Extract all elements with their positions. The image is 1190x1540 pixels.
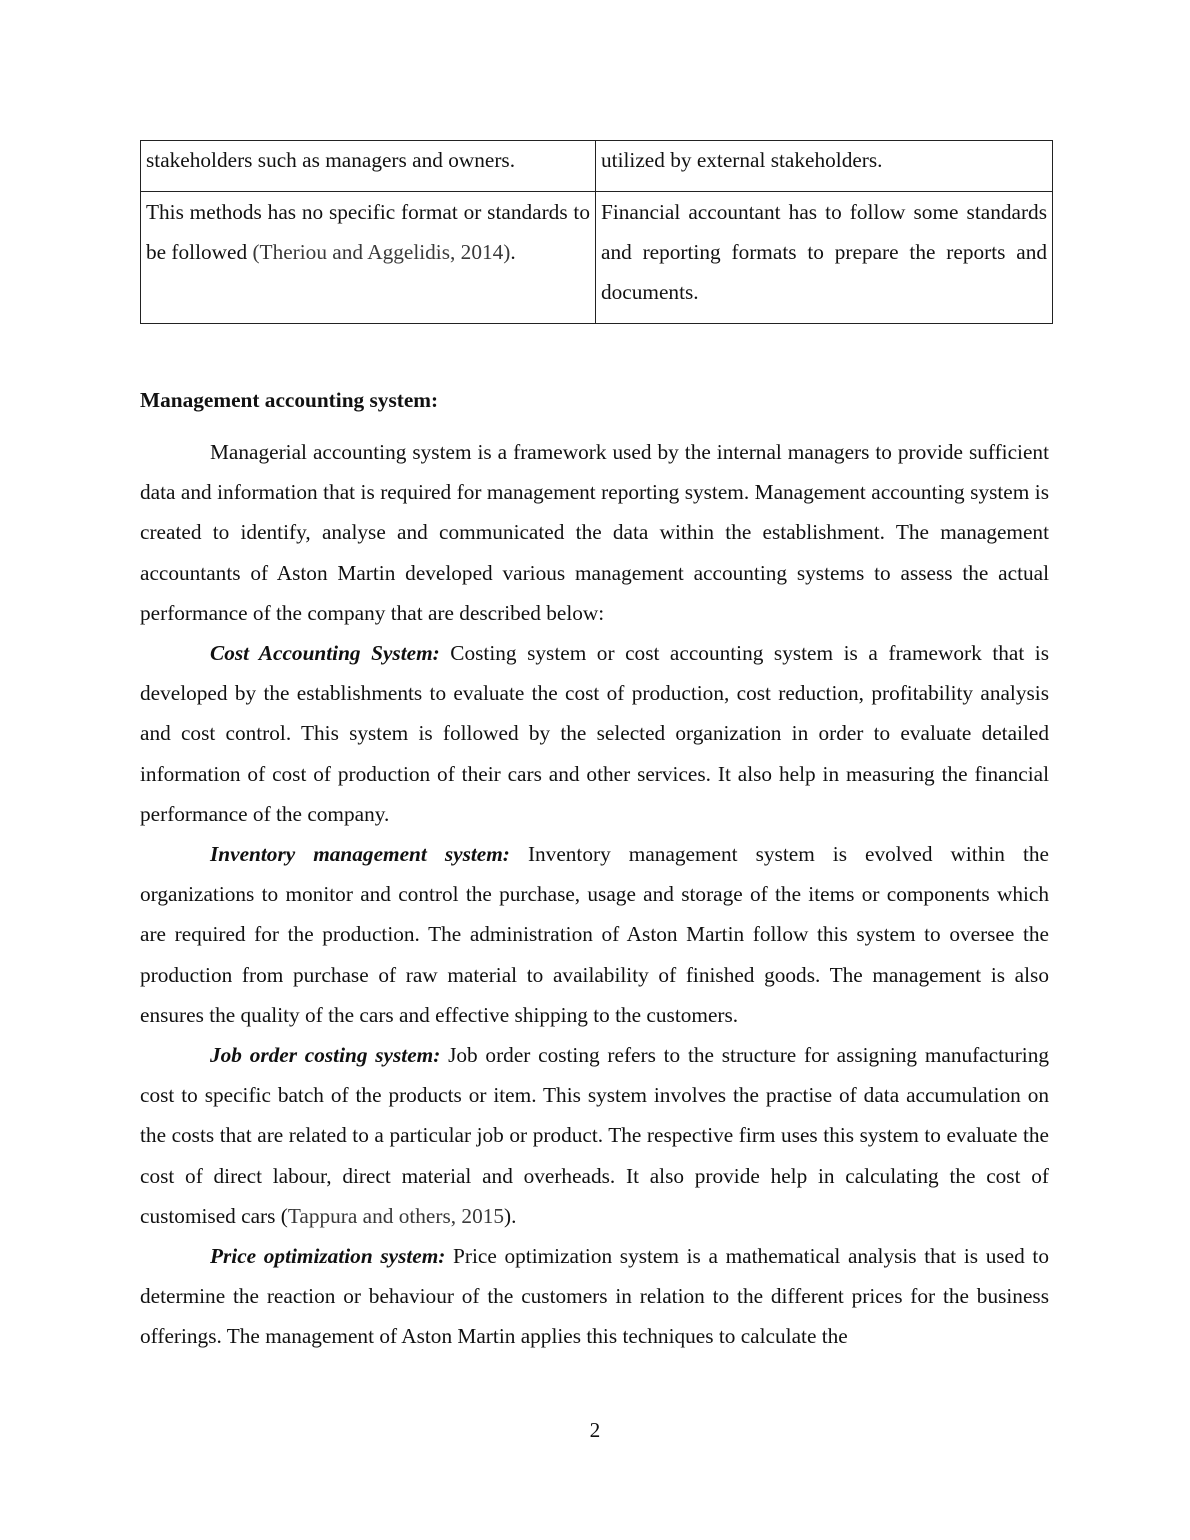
paragraph-text: Inventory management system is evolved within the organizations to monitor and control the purchase, usage and storage of the items or components which are required for the production. The administration of Aston Martin follow this system to oversee the production from purchase of raw material to availability of finished goods. The management is also ensures the quality of the cars and effective shipping to the customers. xyxy=(140,842,1049,1027)
paragraph-lead: Price optimization system: xyxy=(210,1244,446,1269)
table-cell-left xyxy=(141,141,596,192)
paragraph-cost-accounting xyxy=(140,633,1049,834)
cell-text: Financial accountant has to follow some standards and reporting formats to prepare the reports and documents. xyxy=(601,200,1047,304)
table-cell-left xyxy=(141,192,596,324)
paragraph-text: Job order costing refers to the structure for assigning manufacturing cost to specific batch of the products or item. This system involves the practise of data accumulation on the costs that are related to a particular job or product. The respective firm uses this system to evaluate the cost of direct labour, direct material and overheads. It also provide help in calculating the cost of customised cars ( xyxy=(140,1043,1050,1228)
comparison-table xyxy=(140,140,1053,324)
table-cell-right xyxy=(596,192,1053,324)
section-heading: Management accounting system: xyxy=(140,388,439,412)
table-row xyxy=(141,192,1053,324)
cell-text: utilized by external stakeholders. xyxy=(601,148,883,172)
paragraph-text: Price optimization system is a mathematical analysis that is used to determine the reaction or behaviour of the customers in relation to the different prices for the business offerings. The management of Aston Martin applies this techniques to calculate the xyxy=(140,1244,1050,1349)
paragraph-lead: Inventory management system: xyxy=(210,842,510,867)
paragraph-lead: Job order costing system: xyxy=(210,1043,441,1068)
paragraph-punctuation: ). xyxy=(504,1203,517,1228)
paragraph-price-optimization xyxy=(140,1236,1049,1357)
paragraph-intro xyxy=(140,432,1049,633)
paragraph-text: Managerial accounting system is a framework used by the internal managers to provide sufficient data and information that is required for management reporting system. Management accounting system is created to identify, analyse and communicated the data within the establishment. The management accountants of Aston Martin developed various management accounting systems to assess the actual performance of the company that are described below: xyxy=(140,440,1049,625)
table-cell-right xyxy=(596,141,1053,192)
cell-text: This methods has no specific format or standards to be followed xyxy=(146,200,590,264)
table-row xyxy=(141,141,1053,192)
citation: (Theriou and Aggelidis, 2014) xyxy=(252,240,511,264)
paragraph-inventory xyxy=(140,834,1049,1035)
cell-punctuation: . xyxy=(510,240,516,264)
paragraph-text: Costing system or cost accounting system is a framework that is developed by the establishments to evaluate the cost of production, cost reduction, profitability analysis and cost control. This system is followed by the selected organization in order to evaluate detailed information of cost of production of their cars and other services. It also help in measuring the financial performance of the company. xyxy=(140,641,1050,826)
paragraph-lead: Cost Accounting System: xyxy=(210,641,440,666)
body-text xyxy=(140,432,1049,1357)
paragraph-job-order xyxy=(140,1035,1049,1236)
page-number: 2 xyxy=(589,1418,601,1442)
cell-text: stakeholders such as managers and owners. xyxy=(146,148,516,172)
citation: Tappura and others, 2015 xyxy=(287,1203,505,1228)
